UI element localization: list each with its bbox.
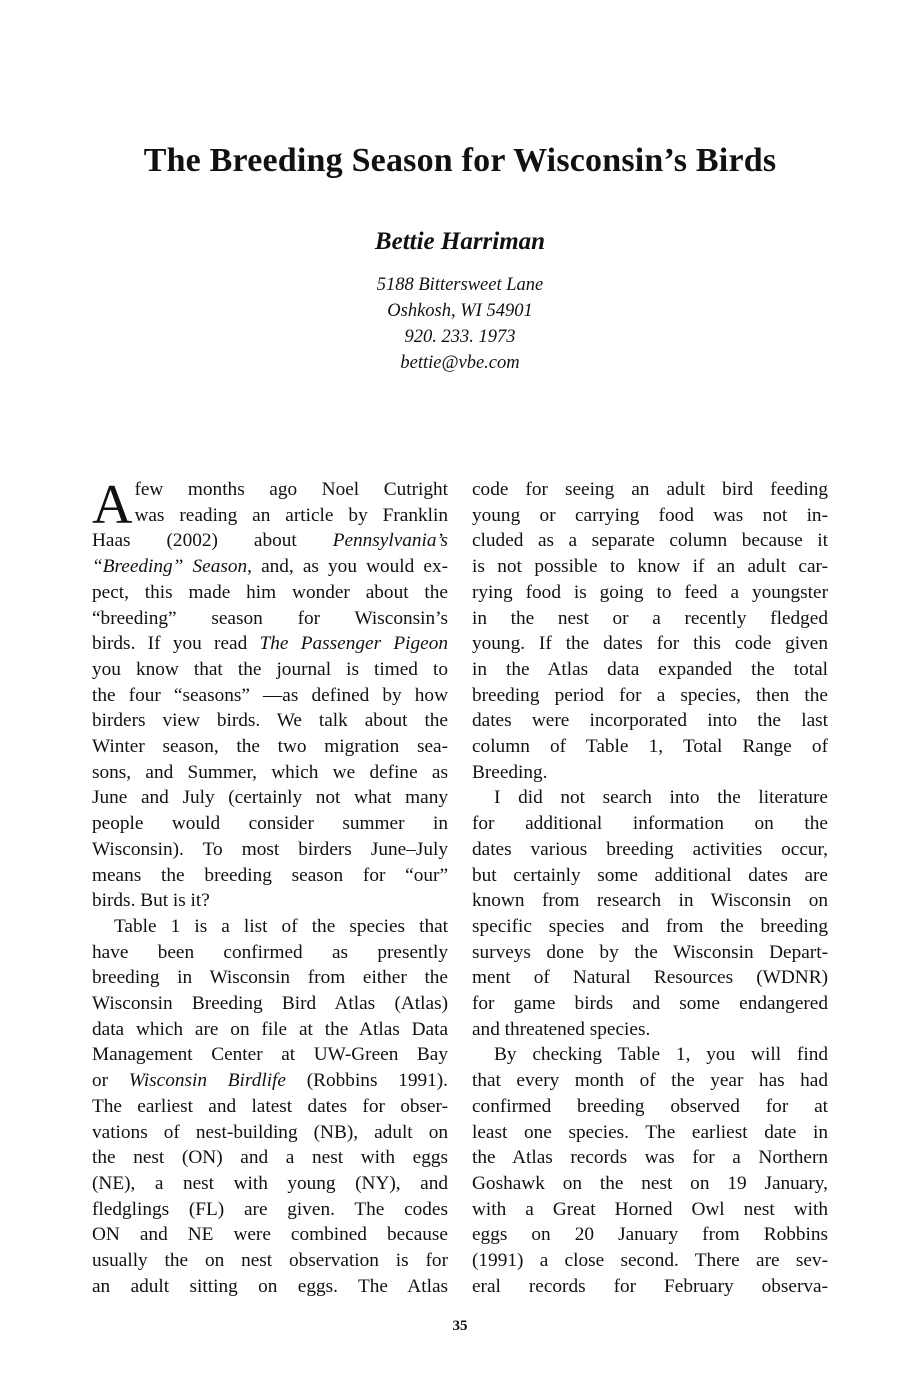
- text-line: and threatened species.: [472, 1018, 651, 1040]
- address-city: Oshkosh, WI 54901: [387, 301, 533, 321]
- author-name: Bettie Harriman: [374, 228, 546, 255]
- text-line: you know that the journal is timed to: [92, 658, 448, 680]
- text-line: rying food is going to feed a youngster: [472, 581, 828, 603]
- text-line: birds. But is it?: [92, 890, 210, 912]
- text-line: people would consider summer in: [92, 813, 448, 835]
- text-line: [92, 554, 448, 580]
- text-line: Breeding.: [472, 761, 548, 783]
- text-line: cluded as a separate column because it: [472, 530, 828, 552]
- text-fragment: birds. If you read: [92, 633, 260, 655]
- text-fragment: or: [92, 1070, 129, 1092]
- text-line: usually the on nest observation is for: [92, 1250, 448, 1272]
- text-line: have been confirmed as presently: [92, 941, 448, 963]
- text-line: confirmed breeding observed for at: [472, 1095, 828, 1117]
- italic-title: Pennsylvania’s: [332, 530, 448, 552]
- text-line: known from research in Wisconsin on: [472, 890, 828, 912]
- text-line: birders view birds. We talk about the: [92, 710, 448, 732]
- text-line: but certainly some additional dates are: [472, 864, 828, 886]
- author-address-block: [0, 272, 920, 376]
- text-line: column of Table 1, Total Range of: [472, 736, 828, 758]
- text-line: dates various breeding activities occur,: [472, 838, 828, 860]
- text-line: is not possible to know if an adult car-: [472, 556, 828, 578]
- text-line: sons, and Summer, which we define as: [92, 761, 448, 783]
- text-line: [92, 1068, 448, 1094]
- address-street: 5188 Bittersweet Lane: [376, 275, 544, 295]
- text-line: [92, 631, 448, 657]
- text-line: was reading an article by Franklin: [134, 504, 448, 526]
- text-line: young or carrying food was not in-: [472, 504, 828, 526]
- text-line: for additional information on the: [472, 813, 828, 835]
- text-line: least one species. The earliest date in: [472, 1121, 828, 1143]
- text-line: with a Great Horned Owl nest with: [472, 1198, 828, 1220]
- text-line: the nest (ON) and a nest with eggs: [92, 1147, 448, 1169]
- text-line: means the breeding season for “our”: [92, 864, 448, 886]
- text-line: that every month of the year has had: [472, 1070, 828, 1092]
- text-line: Wisconsin). To most birders June–July: [92, 838, 448, 860]
- text-line: ment of Natural Resources (WDNR): [472, 967, 828, 989]
- text-line: vations of nest-building (NB), adult on: [92, 1121, 448, 1143]
- text-line: eral records for February observa-: [472, 1275, 828, 1297]
- text-line: the four “seasons” —as defined by how: [92, 684, 448, 706]
- article-title: The Breeding Season for Wisconsin’s Birds: [143, 142, 777, 179]
- text-line: data which are on file at the Atlas Data: [92, 1018, 448, 1040]
- page-number: 35: [452, 1318, 468, 1334]
- text-line: Goshawk on the nest on 19 January,: [472, 1172, 828, 1194]
- text-line: The earliest and latest dates for obser-: [92, 1095, 448, 1117]
- text-line: pect, this made him wonder about the: [92, 581, 448, 603]
- text-line: code for seeing an adult bird feeding: [472, 479, 828, 500]
- text-fragment: Haas (2002) about: [92, 530, 333, 552]
- text-line: June and July (certainly not what many: [92, 787, 448, 809]
- text-line: (1991) a close second. There are sev-: [472, 1250, 828, 1272]
- text-line: few months ago Noel Cutright: [134, 479, 448, 500]
- text-line: in the Atlas data expanded the total: [472, 658, 828, 680]
- text-line: fledglings (FL) are given. The codes: [92, 1198, 448, 1220]
- address-email: bettie@vbe.com: [400, 353, 520, 373]
- text-line: eggs on 20 January from Robbins: [472, 1224, 828, 1246]
- text-line: the Atlas records was for a Northern: [472, 1147, 828, 1169]
- address-phone: 920. 233. 1973: [404, 327, 516, 347]
- text-column-right: [472, 477, 828, 1300]
- text-line: “breeding” season for Wisconsin’s: [92, 607, 448, 629]
- text-fragment: (Robbins 1991).: [285, 1070, 448, 1092]
- text-fragment: , and, as you would ex-: [247, 556, 449, 578]
- text-line: young. If the dates for this code given: [472, 633, 828, 655]
- italic-title: Wisconsin Birdlife: [128, 1070, 286, 1092]
- text-line: an adult sitting on eggs. The Atlas: [92, 1275, 448, 1297]
- text-line: By checking Table 1, you will find: [494, 1044, 828, 1066]
- text-line: Wisconsin Breeding Bird Atlas (Atlas): [92, 993, 448, 1015]
- text-line: breeding period for a species, then the: [472, 684, 828, 706]
- text-line: dates were incorporated into the last: [472, 710, 828, 732]
- text-line: Winter season, the two migration sea-: [92, 736, 448, 758]
- text-column-left: [92, 474, 449, 1300]
- text-line: surveys done by the Wisconsin Depart-: [472, 941, 828, 963]
- text-line: breeding in Wisconsin from either the: [92, 967, 448, 989]
- text-line: I did not search into the literature: [494, 787, 828, 809]
- text-line: (NE), a nest with young (NY), and: [92, 1172, 448, 1194]
- text-line: Management Center at UW-Green Bay: [92, 1044, 448, 1066]
- italic-title: The Passenger Pigeon: [259, 633, 448, 655]
- text-line: ON and NE were combined because: [92, 1224, 448, 1246]
- italic-title: “Breeding” Season: [92, 556, 248, 578]
- text-line: Table 1 is a list of the species that: [114, 915, 448, 937]
- text-line: in the nest or a recently fledged: [472, 607, 828, 629]
- text-line: specific species and from the breeding: [472, 915, 828, 937]
- text-line: [92, 528, 448, 554]
- drop-cap: A: [92, 474, 133, 536]
- text-line: for game birds and some endangered: [472, 993, 828, 1015]
